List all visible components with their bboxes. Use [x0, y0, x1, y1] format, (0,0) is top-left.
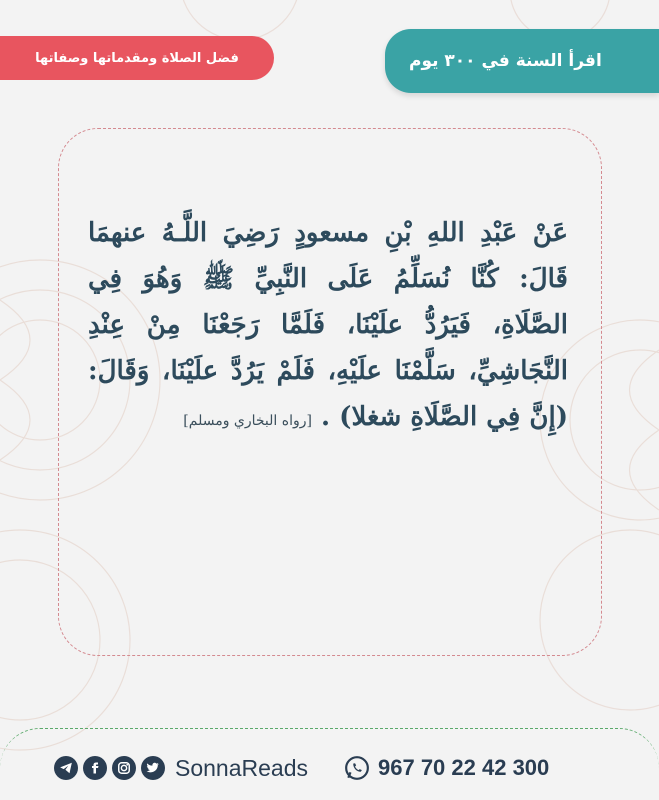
series-tab	[385, 29, 659, 93]
twitter-icon[interactable]	[141, 756, 165, 780]
hadith-text: عَنْ عَبْدِ اللهِ بْنِ مسعودٍ رَضِيَ اللَّـهُ عنهمَا قَالَ: كُنَّا نُسَلِّمُ عَلَى النَّبِيِّ ﷺ وَهُوَ فِي الصَّلَاةِ، فَيَرُدُّ علَيْنَا، فَلَمَّا رَجَعْنَا مِنْ عِنْدِ النَّجَاشِيِّ، سَلَّمْنَا علَيْهِ، فَلَمْ يَرُدَّ علَيْنَا، وَقَالَ: (إِنَّ فِي الصَّلَاةِ شغلا) .	[88, 218, 568, 432]
footer	[54, 748, 614, 788]
series-title: اقرأ السنة في ٣٠٠ يوم	[409, 51, 602, 71]
hadith-source: [رواه البخاري ومسلم]	[183, 413, 312, 429]
phone-number: 967 70 22 42 300	[378, 755, 550, 780]
telegram-icon[interactable]	[54, 756, 78, 780]
hadith-block	[88, 210, 568, 444]
whatsapp-icon	[344, 755, 370, 781]
facebook-icon[interactable]	[83, 756, 107, 780]
social-handle[interactable]: SonnaReads	[175, 754, 308, 781]
instagram-icon[interactable]	[112, 756, 136, 780]
phone-contact[interactable]	[344, 755, 549, 781]
topic-tab	[0, 36, 274, 80]
topic-title: فضل الصلاة ومقدماتها وصفاتها	[35, 50, 239, 66]
social-icons	[54, 756, 165, 780]
